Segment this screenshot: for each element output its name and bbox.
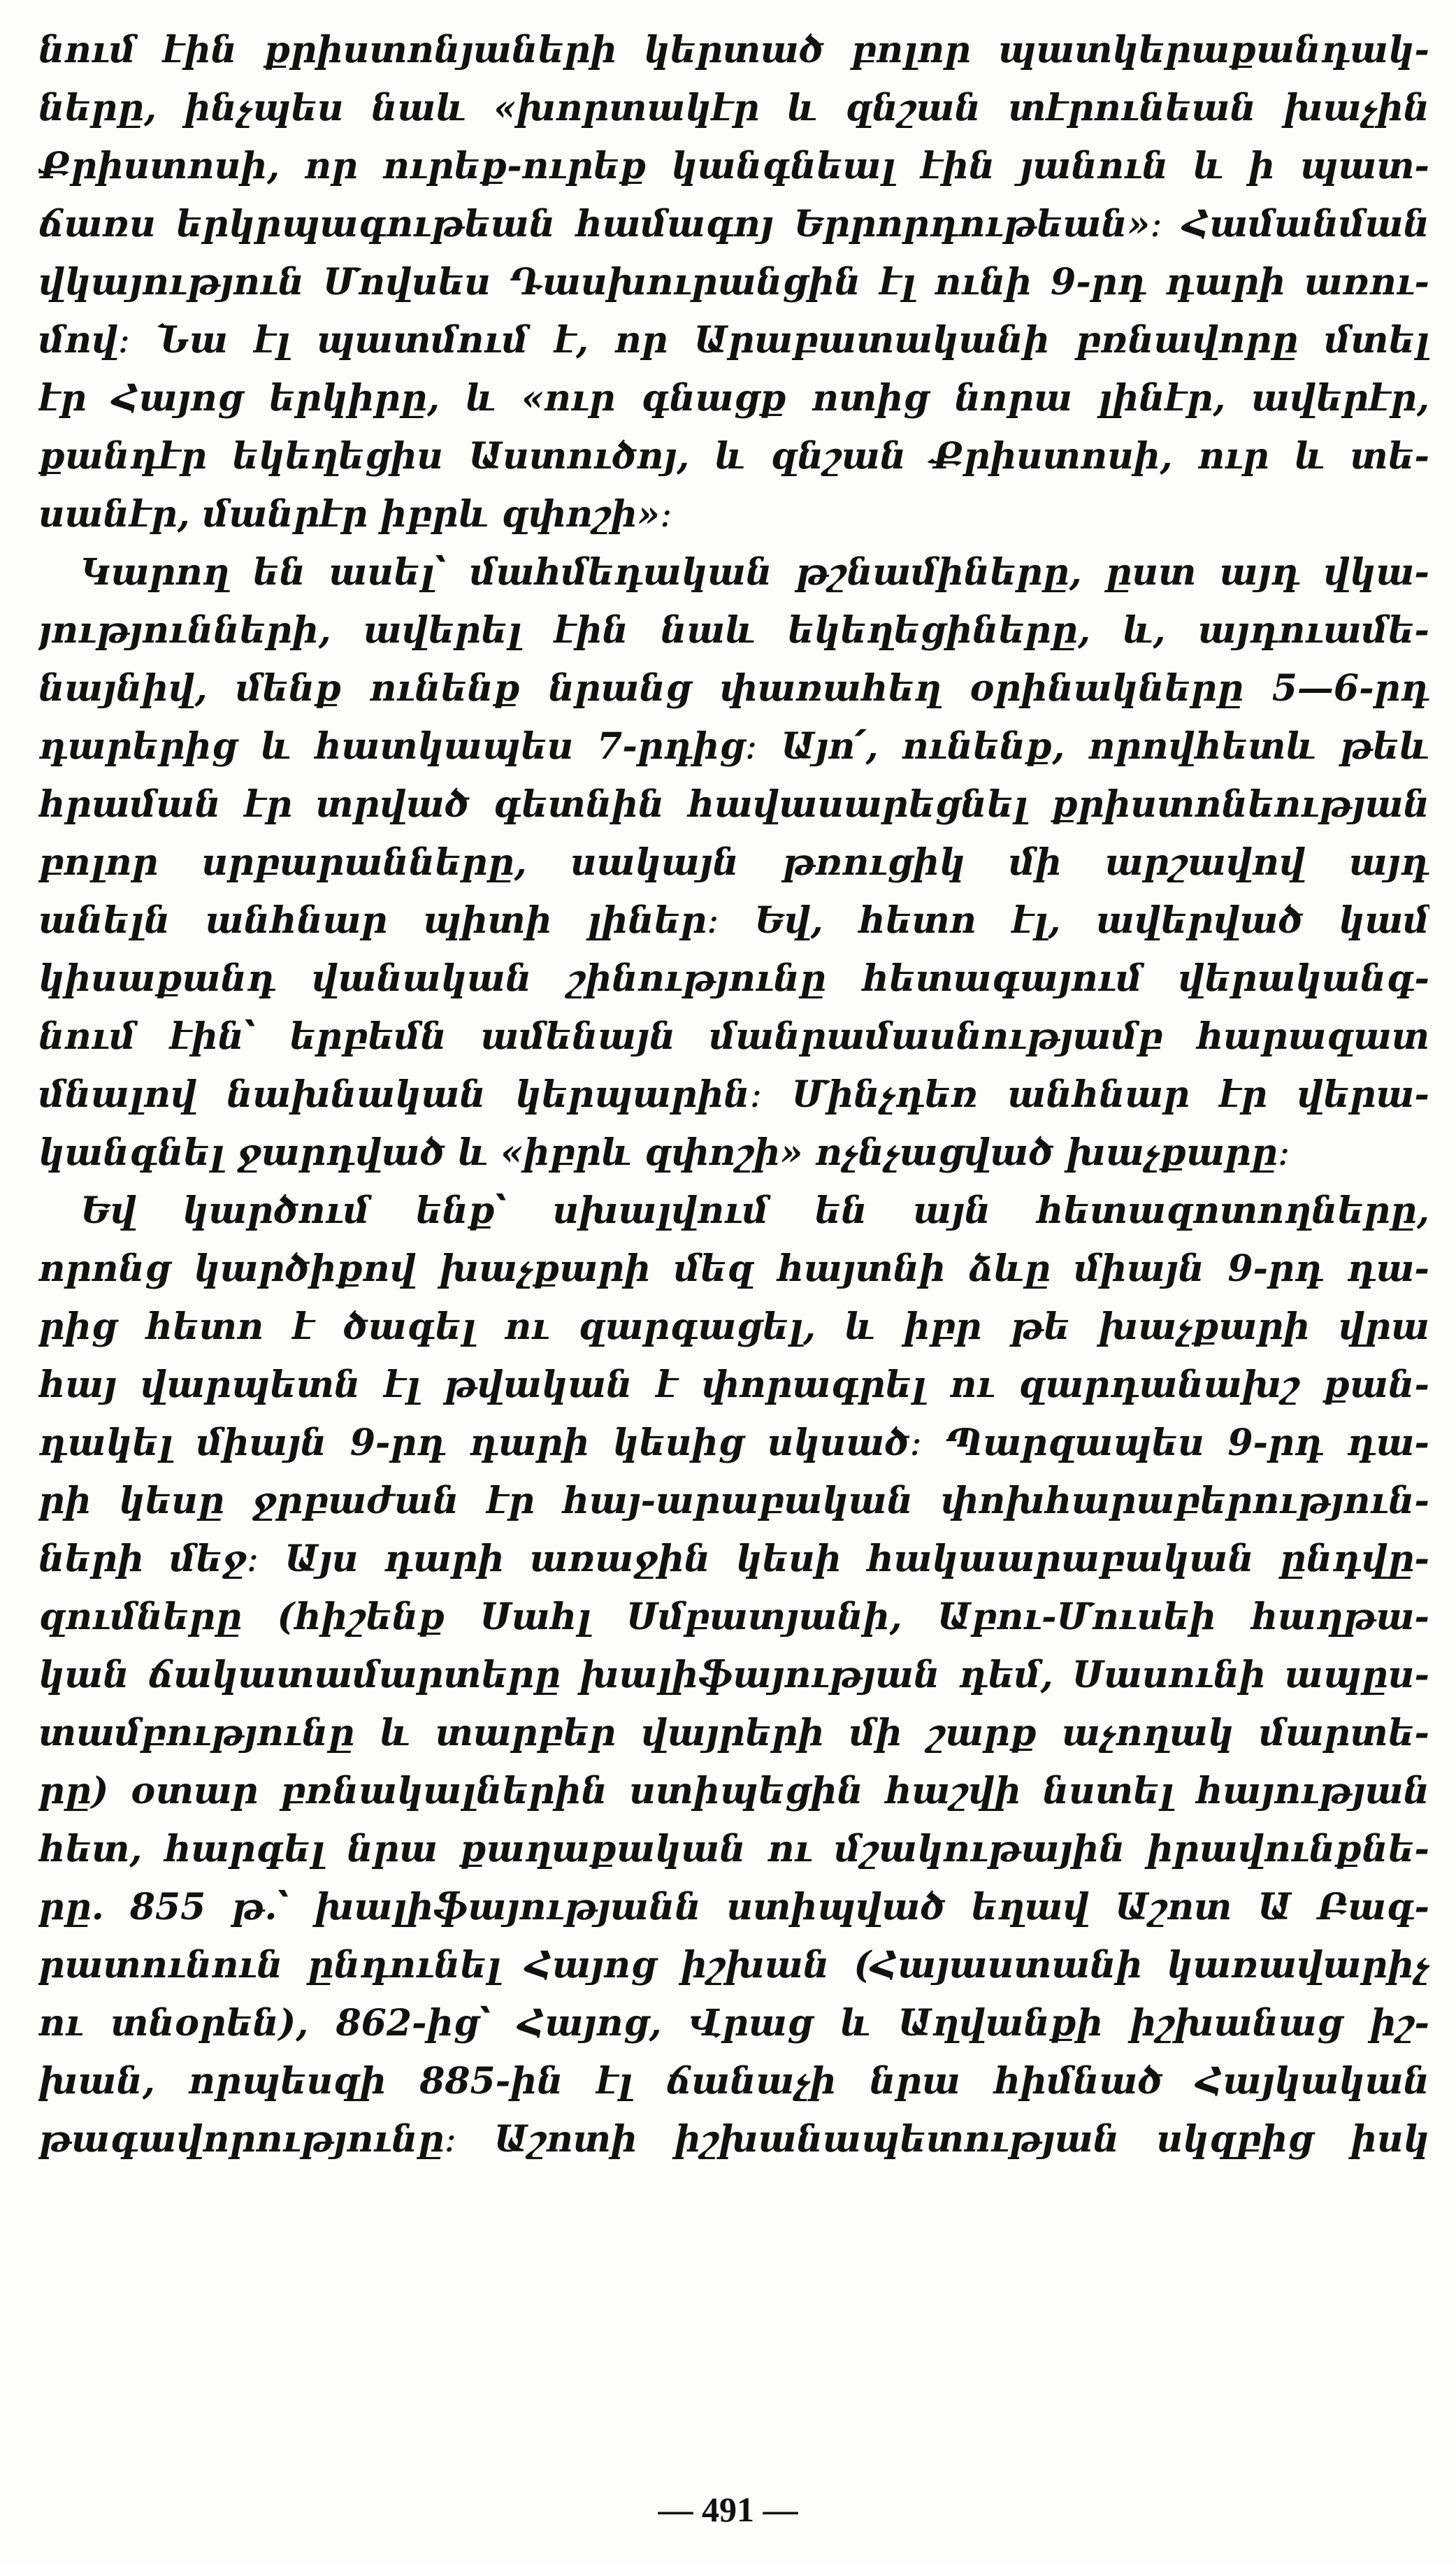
- text-line: նայնիվ, մենք ունենք նրանց փառահեղ օրինակները 5—6-րդ: [38, 667, 1429, 710]
- text-line: թագավորությունը։ Աշոտի իշխանապետության սկզբից իսկ: [38, 2118, 1429, 2161]
- text-line: ները, ինչպես նաև «խորտակէր և զնշան տէրունեան խաչին: [38, 87, 1429, 129]
- text-line: Եվ կարծում ենք՝ սխալվում են այն հետազոտողները,: [80, 1189, 1429, 1232]
- body-text: [38, 21, 1429, 2168]
- page-number: — 491 —: [658, 2490, 798, 2529]
- text-line: ների մեջ։ Այս դարի առաջին կեսի հակաարաբական ընդվը-: [38, 1538, 1429, 1580]
- text-line: խան, որպեսզի 885-ին էլ ճանաչի նրա հիմնած Հայկական: [38, 2060, 1429, 2103]
- text-line: կանգնել ջարդված և «իբրև զփոշի» ոչնչացված խաչքարը։: [38, 1131, 1290, 1174]
- text-line: յությունների, ավերել էին նաև եկեղեցիները, և, այդուամե-: [38, 609, 1429, 652]
- text-line: որոնց կարծիքով խաչքարի մեզ հայտնի ձևը միայն 9-րդ դա-: [38, 1247, 1429, 1290]
- text-line: կիսաքանդ վանական շինությունը հետագայում վերականգ-: [38, 957, 1429, 1000]
- text-line: քանդէր եկեղեցիս Աստուծոյ, և զնշան Քրիստոսի, ուր և տե-: [38, 435, 1429, 478]
- text-line: նում էին՝ երբեմն ամենայն մանրամասնությամբ հարազատ: [38, 1015, 1429, 1058]
- text-line: զումները (հիշենք Սահլ Սմբատյանի, Աբու-Մուսեի հաղթա-: [38, 1596, 1429, 1638]
- text-line: բոլոր սրբարանները, սակայն թռուցիկ մի արշավով այդ: [38, 841, 1429, 884]
- text-line: անելն անհնար պիտի լիներ։ Եվ, հետո էլ, ավերված կամ: [38, 899, 1429, 942]
- text-line: րից հետո է ծագել ու զարգացել, և իբր թե խաչքարի վրա: [38, 1305, 1429, 1348]
- text-line: րը) օտար բռնակալներին ստիպեցին հաշվի նստել հայության: [38, 1770, 1429, 1812]
- text-line: հայ վարպետն էլ թվական է փորագրել ու զարդանախշ քան-: [38, 1363, 1429, 1406]
- text-line: տամբությունը և տարբեր վայրերի մի շարք աչողակ մարտե-: [38, 1712, 1429, 1754]
- text-line: րը. 855 թ.՝ խալիֆայությանն ստիպված եղավ Աշոտ Ա Բագ-: [38, 1886, 1429, 1928]
- text-line: ճառս երկրպագութեան համագոյ Երրորդութեան»։ Համանման: [38, 203, 1429, 245]
- text-line: սանէր, մանրէր իբրև զփոշի»։: [38, 493, 672, 536]
- text-line: րի կեսը ջրբաժան էր հայ-արաբական փոխհարաբերություն-: [38, 1480, 1429, 1522]
- text-line: վկայություն Մովսես Դասխուրանցին էլ ունի 9-րդ դարի առու-: [38, 261, 1429, 303]
- text-line: րատունուն ընդունել Հայոց իշխան (Հայաստանի կառավարիչ: [38, 1944, 1429, 1986]
- text-line: մով։ Նա էլ պատմում է, որ Արաբատականի բռնավորը մտել: [38, 319, 1429, 361]
- text-line: Քրիստոսի, որ ուրեք-ուրեք կանգնեալ էին յանուն և ի պատ-: [38, 145, 1429, 187]
- text-line: նում էին քրիստոնյաների կերտած բոլոր պատկերաքանդակ-: [38, 29, 1429, 71]
- text-line: էր Հայոց երկիրը, և «ուր գնացք ոտից նորա լինէր, ավերէր,: [38, 377, 1429, 420]
- text-line: մնալով նախնական կերպարին։ Մինչդեռ անհնար էր վերա-: [38, 1073, 1429, 1116]
- text-line: դակել միայն 9-րդ դարի կեսից սկսած։ Պարզապես 9-րդ դա-: [38, 1421, 1429, 1464]
- text-line: հրաման էր տրված գետնին հավասարեցնել քրիստոնեության: [38, 783, 1429, 826]
- text-line: Կարող են ասել՝ մահմեդական թշնամիները, ըստ այդ վկա-: [80, 551, 1429, 594]
- text-line: հետ, հարգել նրա քաղաքական ու մշակութային իրավունքնե-: [38, 1828, 1429, 1870]
- text-line: դարերից և հատկապես 7-րդից։ Այո՛, ունենք, որովհետև թեև: [38, 725, 1429, 768]
- text-line: ու տնօրեն), 862-ից՝ Հայոց, Վրաց և Աղվանքի իշխանաց իշ-: [38, 2002, 1429, 2044]
- text-line: կան ճակատամարտերը խալիֆայության դեմ, Սասունի ապըս-: [38, 1654, 1429, 1696]
